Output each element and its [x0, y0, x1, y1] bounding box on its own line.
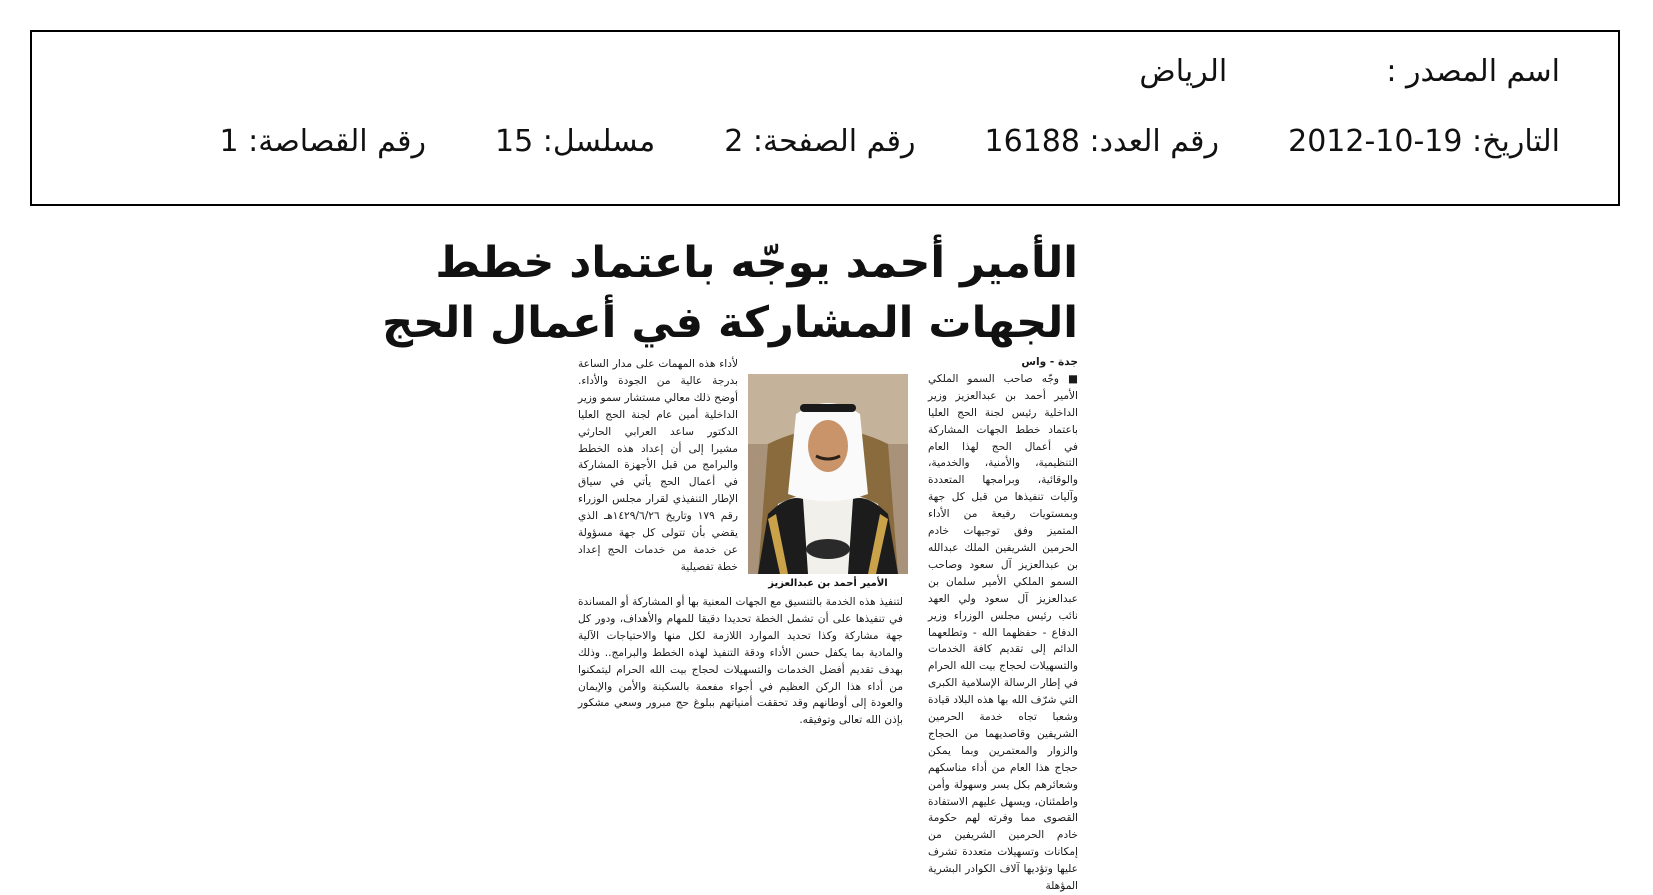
newspaper-clipping — [382, 234, 1090, 893]
headline-line-1: الأمير أحمد يوجّه باعتماد خطط — [435, 238, 1078, 288]
source-line — [1139, 54, 1560, 89]
clip-label: رقم القصاصة: — [248, 124, 426, 159]
page-value: 2 — [724, 124, 744, 159]
article-column-left-bottom: لتنفيذ هذه الخدمة بالتنسيق مع الجهات المعنية بها أو المشاركة أو المساندة في تنفيذها على أن تشمل الخطة تحديدا دقيقا للمهام والأهداف، ودور كل جهة مشاركة وكذا تحديد الموارد اللازمة لكل منها والاحتياجات الآلية والمادية بما يكفل حسن الأداء ودقة التنفيذ لهذه الخطط والبرامج.. وذلك بهدف تقديم أفضل الخدمات والتسهيلات لحجاج بيت الله الحرام ليتمكنوا من أداء هذا الركن العظيم في أجواء مفعمة بالسكينة والأمن والإيمان والعودة إلى أوطانهم وقد تحققت أمنياتهم ببلوغ حج مبرور وسعي مشكور بإذن الله تعالى وتوفيقه. — [578, 596, 903, 727]
date-value: 2012-10-19 — [1288, 124, 1463, 159]
article-column-right — [928, 354, 1078, 893]
article-body-right: ■ وجّه صاحب السمو الملكي الأمير أحمد بن عبدالعزيز وزير الداخلية رئيس لجنة الحج العليا باعتماد خطط الجهات المشاركة في أعمال الحج لهذا العام التنظيمية، والأمنية، والخدمية، والوقائية، وبرامجها المتعددة وآليات تنفيذها من قبل كل جهة وبمستويات رفيعة من الأداء المتميز وفق توجيهات خادم الحرمين الشريفين الملك عبدالله بن عبدالعزيز آل سعود وصاحب السمو الملكي الأمير سلمان بن عبدالعزيز آل سعود ولي العهد نائب رئيس مجلس الوزراء وزير الدفاع - حفظهما الله - وتطلعهما الدائم إلى تقديم كافة الخدمات والتسهيلات لحجاج بيت الله الحرام في إطار الرسالة الإسلامية الكبرى التي شرّف الله بها هذه البلاد قيادة وشعبا تجاه خدمة الحرمين الشريفين وقاصديهما من الحجاج والزوار والمعتمرين وبما يمكن حجاج هذا العام من أداء مناسكهم وشعائرهم بكل يسر وسهولة وأمن واطمئنان، ويسهل عليهم الاستفادة القصوى مما وفرته لهم حكومة خادم الحرمين الشريفين من إمكانات وتسهيلات متعددة تشرف عليها وتؤديها آلاف الكوادر البشرية المؤهلة — [928, 372, 1078, 893]
issue-label: رقم العدد: — [1089, 124, 1220, 159]
article-photo — [748, 374, 908, 574]
clip-value: 1 — [219, 124, 239, 159]
page-label: رقم الصفحة: — [752, 124, 916, 159]
portrait-photo-icon — [748, 374, 908, 574]
article-column-left-top: لأداء هذه المهمات على مدار الساعة بدرجة عالية من الجودة والأداء. أوضح ذلك معالي مستشار سمو وزير الداخلية أمين عام لجنة الحج العليا الدكتور ساعد العرابي الحارثي مشيرا إلى أن إعداد هذه الخطط والبرامج من قبل الأجهزة المشاركة في أعمال الحج يأتي في سياق الإطار التنفيذي لقرار مجلس الوزراء رقم ١٧٩ وتاريخ ١٤٢٩/٦/٢٦هـ الذي يقضي بأن تتولى كل جهة مسؤولة عن خدمة من خدمات الحج إعداد خطة تفصيلية — [578, 358, 738, 573]
date-label: التاريخ: — [1472, 124, 1560, 159]
serial-value: 15 — [495, 124, 534, 159]
clipping-info-box — [30, 30, 1620, 206]
dateline: جدة - واس — [1021, 356, 1078, 368]
photo-caption: الأمير أحمد بن عبدالعزيز — [768, 578, 888, 589]
headline-line-2: الجهات المشاركة في أعمال الحج — [382, 298, 1078, 348]
serial-label: مسلسل: — [542, 124, 656, 159]
metadata-line — [220, 124, 1561, 159]
issue-value: 16188 — [984, 124, 1080, 159]
source-value: الرياض — [1139, 54, 1228, 89]
source-label: اسم المصدر : — [1386, 54, 1560, 89]
